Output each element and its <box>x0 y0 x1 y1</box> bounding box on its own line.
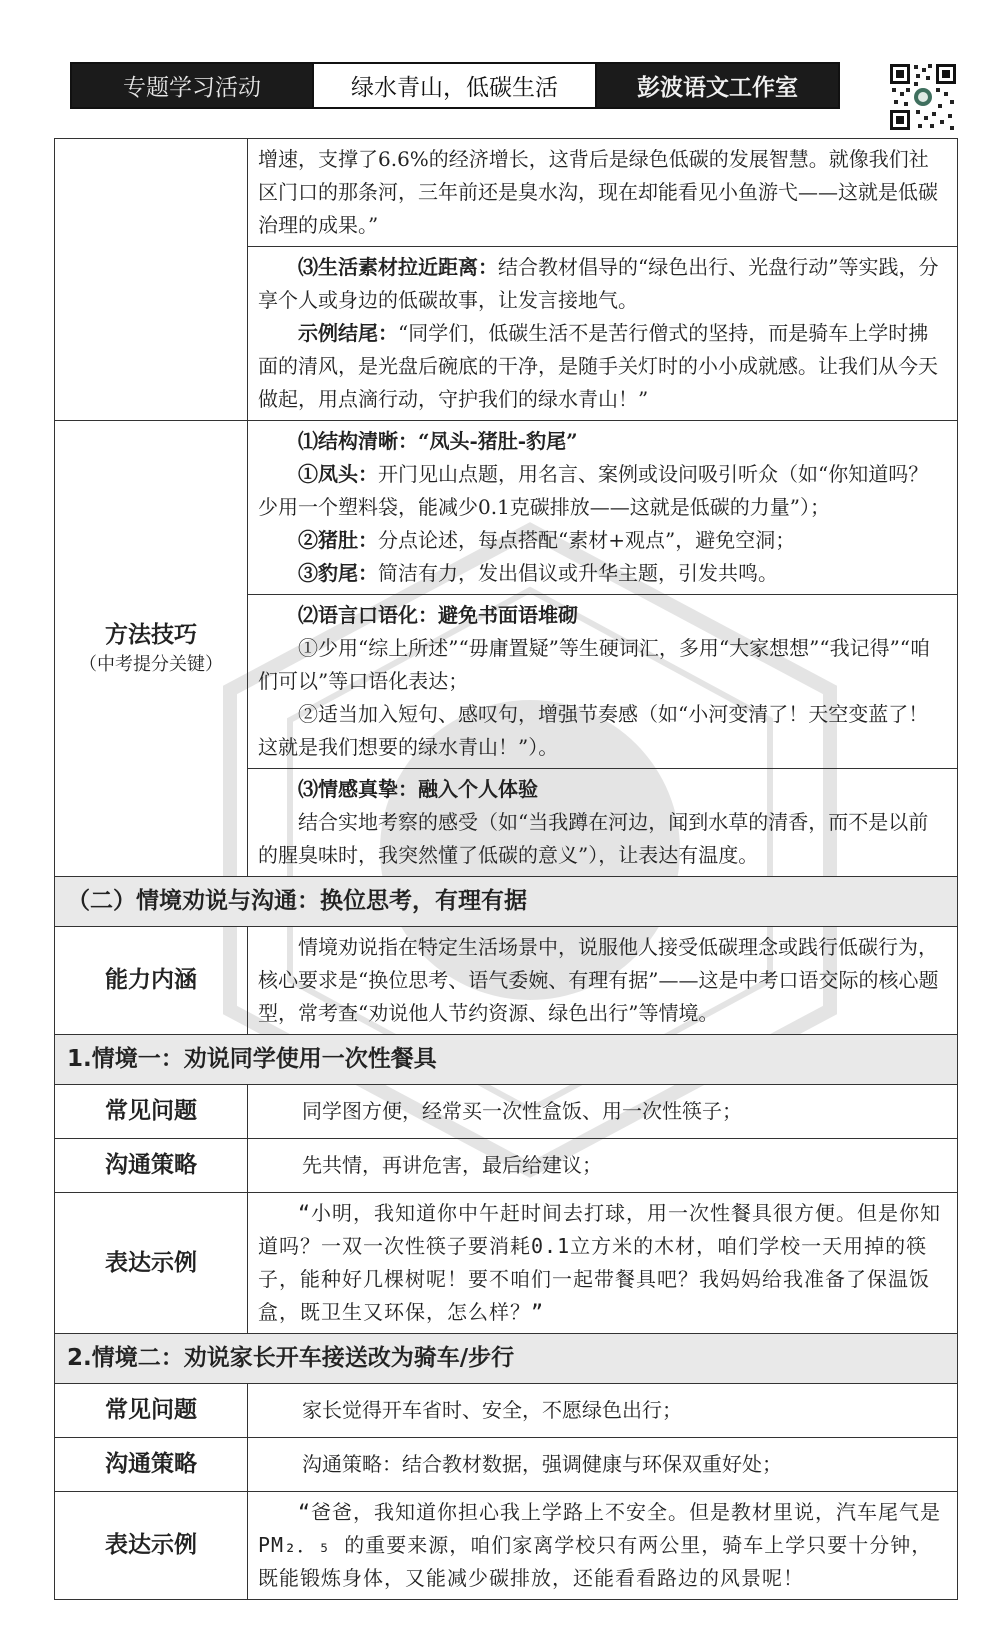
page-header <box>70 62 840 109</box>
table-row <box>55 877 958 927</box>
table-row <box>55 1085 958 1139</box>
table-row <box>55 1139 958 1193</box>
point-text: “同学们，低碳生活不是苦行僧式的坚持，而是骑车上学时拂面的清风，是光盘后碗底的干净，是随手关灯时的小小成就感。让我们从今天做起，用点滴行动，守护我们的绿水青山！” <box>258 321 938 411</box>
strategy-text: 沟通策略：结合教材数据，强调健康与环保双重好处； <box>302 1452 782 1476</box>
example-label: 表达示例 <box>55 1492 248 1600</box>
table-row <box>55 1384 958 1438</box>
content-cell <box>248 247 958 421</box>
strategy-label: 沟通策略 <box>55 1139 248 1193</box>
point-text: 结合实地考察的感受（如“当我蹲在河边，闻到水草的清香，而不是以前的腥臭味时，我突然懂了低碳的意义”），让表达有温度。 <box>258 810 929 867</box>
point-text: 简洁有力，发出倡议或升华主题，引发共鸣。 <box>378 561 778 585</box>
content-cell <box>248 769 958 877</box>
table-row <box>55 1334 958 1384</box>
point-title: ②猪肚： <box>298 528 378 552</box>
table-row <box>55 1193 958 1334</box>
strategy-label: 沟通策略 <box>55 1438 248 1492</box>
paragraph <box>258 524 947 557</box>
section-heading: （二）情境劝说与沟通：换位思考，有理有据 <box>55 877 958 927</box>
content-cell <box>248 1384 958 1438</box>
paragraph <box>258 317 947 416</box>
point-text: 开门见山点题，用名言、案例或设问吸引听众（如“你知道吗？少用一个塑料袋，能减少0.1克碳排放——这就是低碳的力量”）； <box>258 462 929 519</box>
table-row <box>55 927 958 1035</box>
point-title: ⑵语言口语化：避免书面语堆砌 <box>298 603 578 627</box>
problem-label: 常见问题 <box>55 1085 248 1139</box>
content-table <box>54 138 958 1600</box>
header-studio: 彭波语文工作室 <box>597 64 838 107</box>
scenario-heading: 1.情境一：劝说同学使用一次性餐具 <box>55 1035 958 1085</box>
methods-sublabel: （中考提分关键） <box>79 654 223 675</box>
empty-label-cell <box>55 139 248 421</box>
table-row <box>55 421 958 595</box>
example-text: “爸爸，我知道你担心我上学路上不安全。但是教材里说，汽车尾气是PM₂．₅ 的重要来源，咱们家离学校只有两公里，骑车上学只要十分钟，既能锻炼身体，又能减少碳排放，还能看看路边的风景呢！ <box>258 1500 942 1590</box>
paragraph <box>258 458 947 524</box>
header-title: 绿水青山，低碳生活 <box>312 64 597 107</box>
example-text: “小明，我知道你中午赶时间去打球，用一次性餐具很方便。但是你知道吗？一双一次性筷子要消耗0.1立方米的木材，咱们学校一天用掉的筷子，能种好几棵树呢！要不咱们一起带餐具吧？我妈妈给我准备了保温饭盒，既卫生又环保，怎么样？” <box>258 1201 942 1324</box>
content-cell <box>248 1492 958 1600</box>
paragraph <box>258 251 947 317</box>
content-cell <box>248 1139 958 1193</box>
point-title: ①凤头： <box>298 462 378 486</box>
methods-label: 方法技巧 <box>105 622 197 648</box>
point-text: 结合教材倡导的“绿色出行、光盘行动”等实践，分享个人或身边的低碳故事，让发言接地气。 <box>258 255 939 312</box>
qr-code-icon <box>888 62 958 132</box>
point-text: ②适当加入短句、感叹句，增强节奏感（如“小河变清了！天空变蓝了！这就是我们想要的绿水青山！”）。 <box>258 702 929 759</box>
header-topic: 专题学习活动 <box>72 64 312 107</box>
ability-text: 情境劝说指在特定生活场景中，说服他人接受低碳理念或践行低碳行为，核心要求是“换位思考、语气委婉、有理有据”——这是中考口语交际的核心题型，常考查“劝说他人节约资源、绿色出行”等情境。 <box>258 935 939 1025</box>
content-cell <box>248 1438 958 1492</box>
table-row <box>55 1035 958 1085</box>
content-cell <box>248 927 958 1035</box>
paragraph <box>258 557 947 590</box>
table-row <box>55 1492 958 1600</box>
content-cell <box>248 595 958 769</box>
point-title: ⑶生活素材拉近距离： <box>298 255 498 279</box>
problem-text: 家长觉得开车省时、安全，不愿绿色出行； <box>302 1398 682 1422</box>
point-text: ①少用“综上所述”“毋庸置疑”等生硬词汇，多用“大家想想”“我记得”“咱们可以”等口语化表达； <box>258 636 931 693</box>
content-cell <box>248 1193 958 1334</box>
ability-label: 能力内涵 <box>55 927 248 1035</box>
methods-label-cell <box>55 421 248 877</box>
table-row <box>55 139 958 247</box>
point-title: 示例结尾： <box>298 321 398 345</box>
content-cell <box>248 1085 958 1139</box>
strategy-text: 先共情，再讲危害，最后给建议； <box>302 1153 602 1177</box>
point-title: ③豹尾： <box>298 561 378 585</box>
example-label: 表达示例 <box>55 1193 248 1334</box>
point-title: ⑶情感真挚：融入个人体验 <box>298 777 538 801</box>
point-title: ⑴结构清晰：“凤头-猪肚-豹尾” <box>298 429 578 453</box>
problem-text: 同学图方便，经常买一次性盒饭、用一次性筷子； <box>302 1099 742 1123</box>
problem-label: 常见问题 <box>55 1384 248 1438</box>
scenario-heading: 2.情境二：劝说家长开车接送改为骑车/步行 <box>55 1334 958 1384</box>
continued-text: 增速，支撑了6.6%的经济增长，这背后是绿色低碳的发展智慧。就像我们社区门口的那条河，三年前还是臭水沟，现在却能看见小鱼游弋——这就是低碳治理的成果。” <box>258 147 938 237</box>
table-row <box>55 1438 958 1492</box>
content-cell <box>248 421 958 595</box>
content-cell <box>248 139 958 247</box>
point-text: 分点论述，每点搭配“素材+观点”，避免空洞； <box>378 528 796 552</box>
